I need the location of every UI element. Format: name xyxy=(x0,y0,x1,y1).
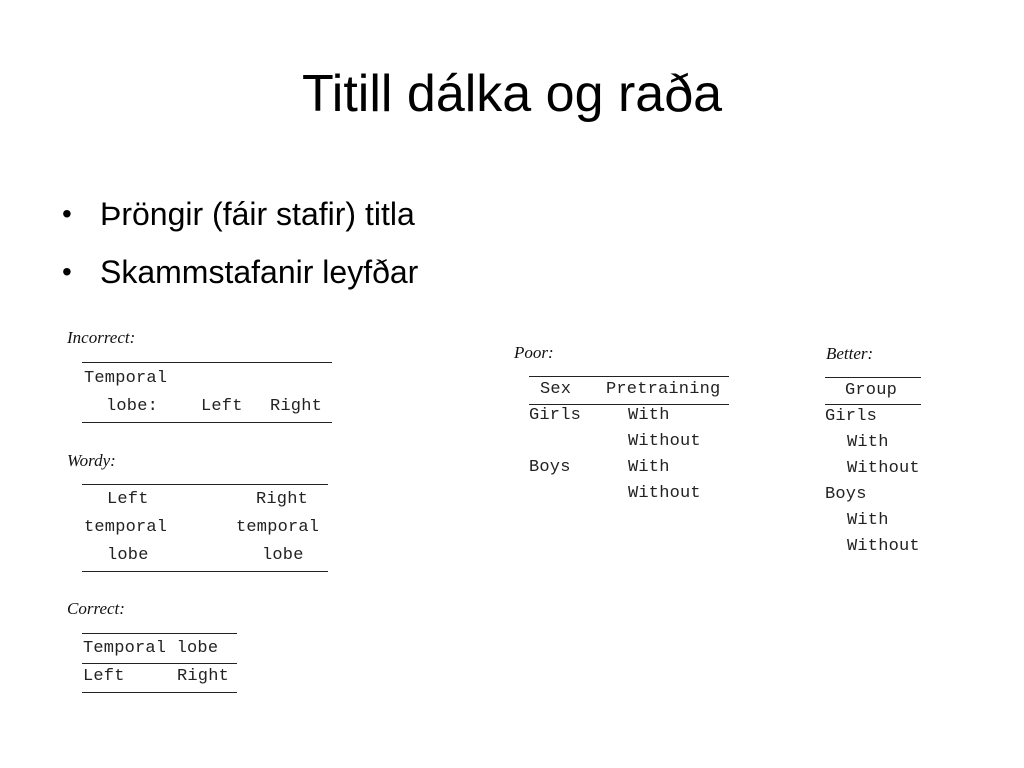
table-cell: Temporal lobe xyxy=(83,639,219,658)
table-cell: Right xyxy=(256,490,309,509)
bullet-text: Skammstafanir leyfðar xyxy=(100,254,419,290)
example-label: Poor: xyxy=(514,343,554,362)
table-cell: With xyxy=(628,406,670,425)
bullet-item xyxy=(60,192,418,236)
bullet-icon: • xyxy=(62,256,72,287)
example-label: Better: xyxy=(826,344,874,363)
table-rule xyxy=(825,377,921,378)
table-cell: With xyxy=(628,458,670,477)
table-cell: Girls xyxy=(825,407,878,426)
table-header: Group xyxy=(845,381,898,400)
table-cell: temporal xyxy=(84,518,168,537)
table-rule xyxy=(82,362,332,363)
example-label: Incorrect: xyxy=(67,328,136,347)
table-cell: Boys xyxy=(529,458,571,477)
table-cell: Right xyxy=(177,667,230,686)
table-cell: Right xyxy=(270,397,323,416)
table-cell: lobe: xyxy=(106,397,159,416)
example-label: Wordy: xyxy=(67,451,116,470)
table-header: Sex xyxy=(540,380,572,399)
table-cell: Without xyxy=(847,459,920,478)
table-cell: Girls xyxy=(529,406,582,425)
table-header: Pretraining xyxy=(606,380,721,399)
slide-title: Titill dálka og raða xyxy=(301,65,723,123)
table-cell: With xyxy=(847,433,889,452)
table-rule xyxy=(82,633,237,634)
table-cell: Boys xyxy=(825,485,867,504)
table-rule xyxy=(82,571,328,572)
table-cell: Without xyxy=(847,537,920,556)
table-rule xyxy=(82,663,237,664)
table-cell: temporal xyxy=(236,518,320,537)
table-cell: Left xyxy=(107,490,149,509)
table-cell: Without xyxy=(628,432,701,451)
table-cell: Left xyxy=(83,667,125,686)
table-rule xyxy=(82,692,237,693)
bullet-text: Þröngir (fáir stafir) titla xyxy=(100,196,415,232)
table-rule xyxy=(82,422,332,423)
bullet-list xyxy=(60,192,418,308)
bullet-item xyxy=(60,250,418,294)
table-cell: Without xyxy=(628,484,701,503)
bullet-icon: • xyxy=(62,198,72,229)
table-cell: Temporal xyxy=(84,369,168,388)
table-rule xyxy=(529,376,729,377)
table-rule xyxy=(825,404,921,405)
example-label: Correct: xyxy=(67,599,125,618)
table-cell: With xyxy=(847,511,889,530)
table-cell: lobe xyxy=(107,546,149,565)
table-rule xyxy=(529,404,729,405)
table-cell: lobe xyxy=(262,546,304,565)
table-rule xyxy=(82,484,328,485)
table-cell: Left xyxy=(201,397,243,416)
